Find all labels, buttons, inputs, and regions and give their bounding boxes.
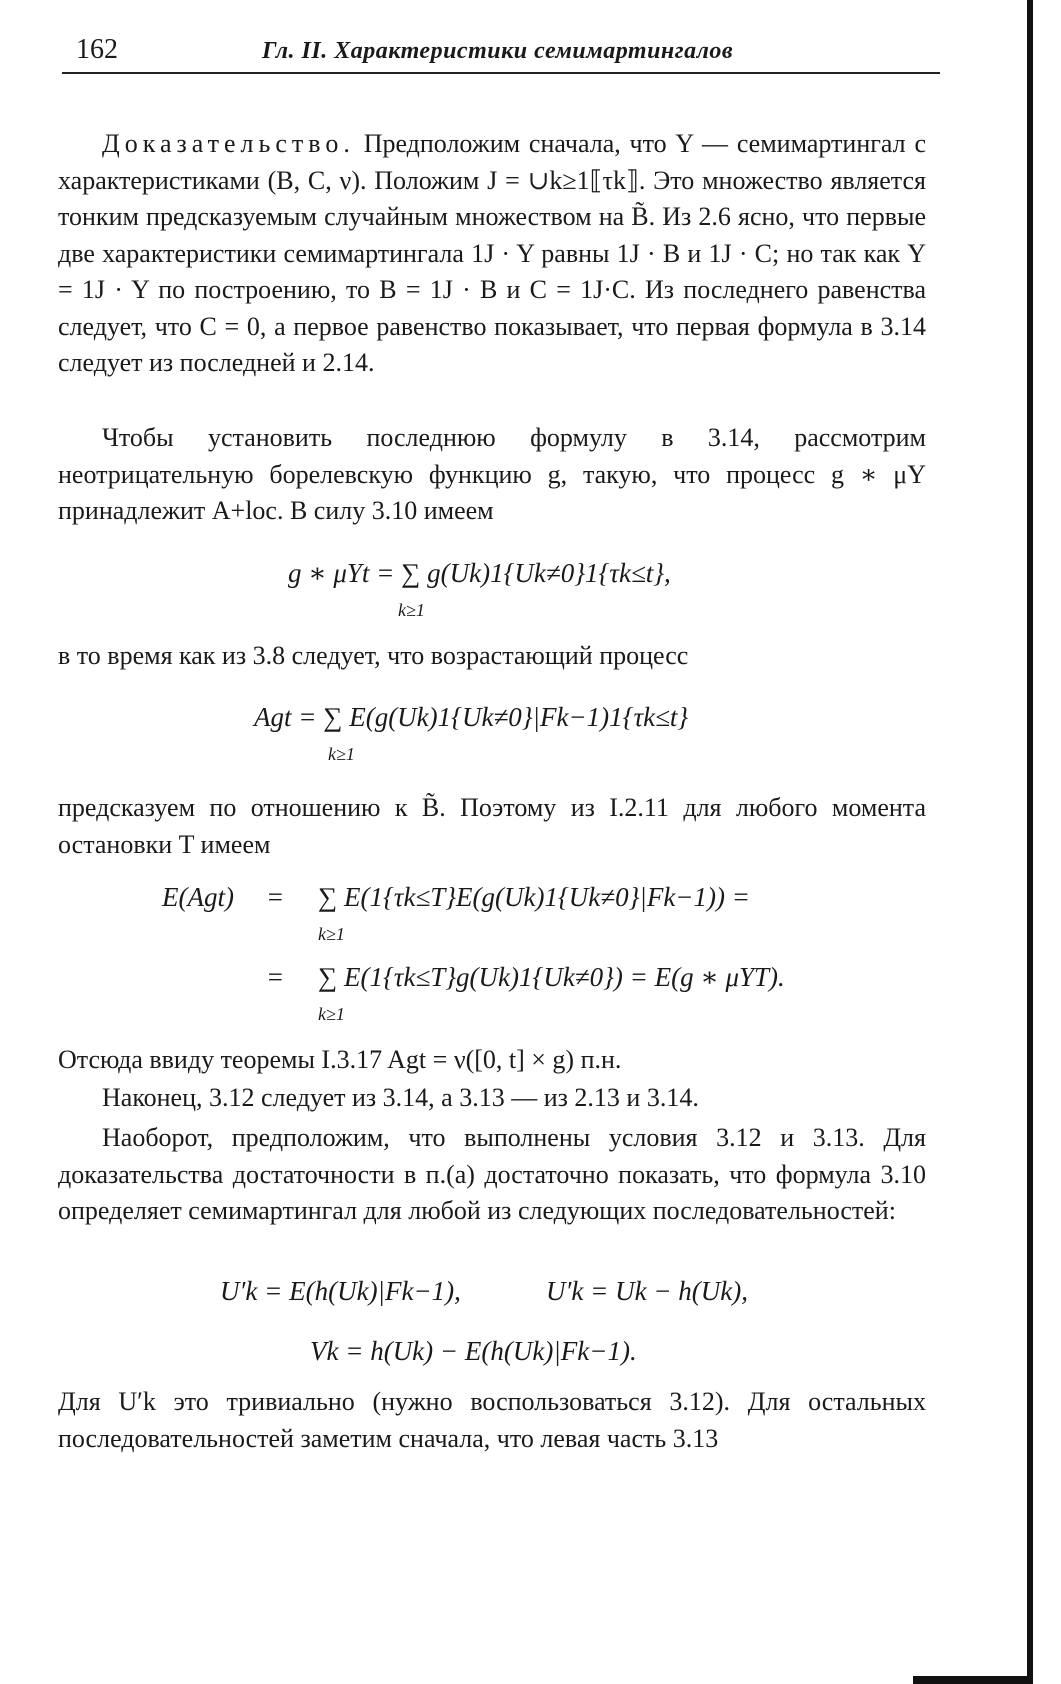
formula-3-sum-index-1: k≥1 (318, 924, 345, 944)
paragraph-8: Для U′k это тривиально (нужно воспользоваться 3.12). Для остальных последовательностей заметим сначала, что левая часть 3.13 (58, 1387, 926, 1453)
page-corner-rule (913, 1676, 1033, 1684)
page-header (62, 28, 940, 74)
proof-label: Доказательство. (102, 129, 355, 158)
paragraph-2: Чтобы установить последнюю формулу в 3.14, рассмотрим неотрицательную борелевскую функцию g, такую, что процесс g ∗ μY принадлежит A+loc. В силу 3.10 имеем (58, 423, 926, 525)
paragraph-7: Наоборот, предположим, что выполнены условия 3.12 и 3.13. Для доказательства достаточности в п.(а) достаточно показать, что формула 3.10 определяет семимартингал для любой из следующих последовательностей: (58, 1123, 926, 1225)
formula-3-eq-1: = (266, 882, 285, 912)
formula-3-sum-index-2: k≥1 (318, 1004, 345, 1024)
paragraph-4: предсказуем по отношению к B̃. Поэтому из I.2.11 для любого момента остановки T имеем (58, 793, 926, 859)
formula-1-sum-index: k≥1 (398, 600, 425, 620)
proof-text: Предположим сначала, что Y — семимартингал с характеристиками (B, C, ν). Положим J = ∪k≥1⟦τk⟧. Это множество является тонким предсказуемым случайным множеством на B̃. Из 2.6 ясно, что первые две характеристики семимартингала 1J · Y равны 1J · B и 1J · C; но так как Y = 1J · Y по построению, то B = 1J · B и C = 1J·C. Из последнего равенства следует, что C = 0, а первое равенство показывает, что первая формула в 3.14 следует из последней и 2.14. (58, 129, 926, 377)
formula-3-line-1: ∑ E(1{τk≤T}E(g(Uk)1{Uk≠0}|Fk−1)) = (318, 882, 750, 912)
formula-3-eq-2: = (266, 962, 285, 992)
formula-3-line-2: ∑ E(1{τk≤T}g(Uk)1{Uk≠0}) = E(g ∗ μYT). (318, 962, 785, 992)
formula-1: g ∗ μYt = ∑ g(Uk)1{Uk≠0}1{τk≤t}, (288, 558, 671, 588)
paragraph-5: Отсюда ввиду теоремы I.3.17 Agt = ν([0, t] × g) п.н. (58, 1045, 622, 1074)
formula-2: Agt = ∑ E(g(Uk)1{Uk≠0}|Fk−1)1{τk≤t} (254, 702, 689, 732)
paragraph-6: Наконец, 3.12 следует из 3.14, а 3.13 — из 2.13 и 3.14. (102, 1083, 699, 1112)
paragraph-proof (58, 126, 926, 382)
formula-5: Vk = h(Uk) − E(h(Uk)|Fk−1). (310, 1336, 637, 1366)
running-title: Гл. II. Характеристики семимартингалов (262, 38, 734, 64)
page-number: 162 (76, 34, 118, 65)
formula-4a: U′k = E(h(Uk)|Fk−1), (220, 1276, 461, 1306)
paragraph-3: в то время как из 3.8 следует, что возрастающий процесс (58, 641, 689, 670)
page-edge-rule (1027, 0, 1033, 1684)
formula-4b: U′k = Uk − h(Uk), (546, 1276, 749, 1306)
formula-3-lhs: E(Agt) (162, 882, 234, 912)
formula-2-sum-index: k≥1 (328, 744, 355, 764)
